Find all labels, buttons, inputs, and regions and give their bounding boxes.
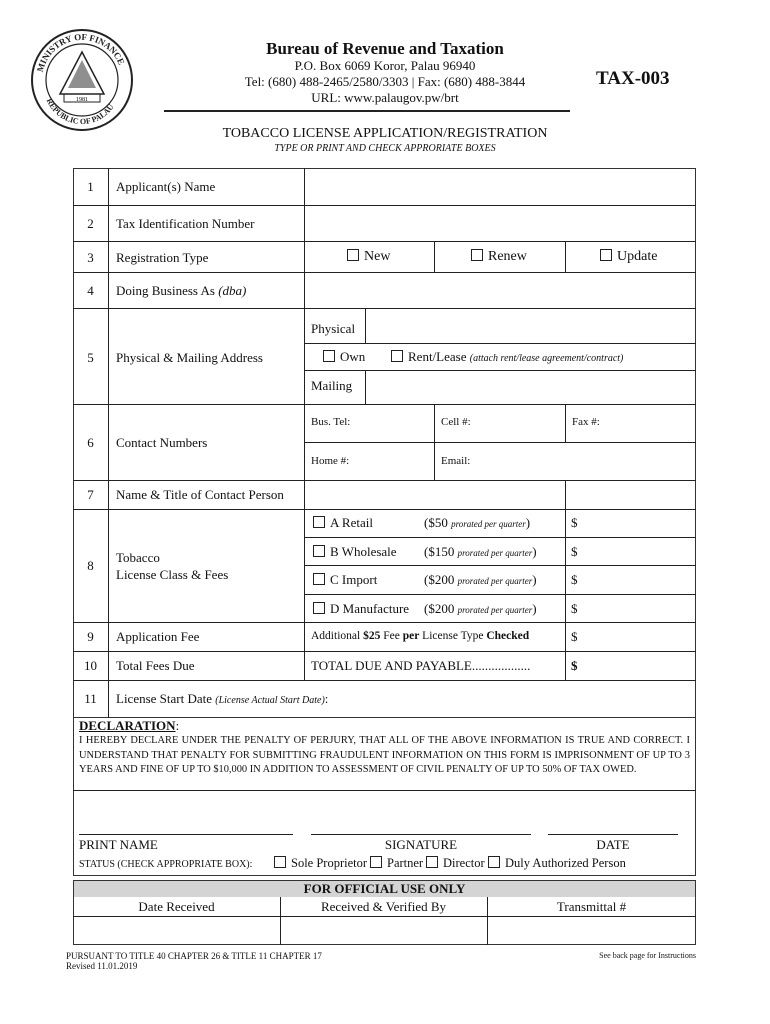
declaration-heading: DECLARATION: bbox=[79, 718, 180, 733]
col-divider bbox=[434, 404, 435, 480]
application-fee-label: Application Fee bbox=[116, 629, 200, 644]
row-line bbox=[73, 509, 696, 510]
col-divider bbox=[365, 370, 366, 404]
row-number: 9 bbox=[87, 629, 94, 644]
contact-person-field[interactable] bbox=[306, 482, 564, 508]
received-verified-label: Received & Verified By bbox=[320, 899, 447, 914]
row-line bbox=[73, 272, 696, 273]
row-line bbox=[73, 622, 696, 623]
option-own[interactable]: Own bbox=[323, 349, 365, 365]
row-line bbox=[304, 537, 696, 538]
row-line bbox=[73, 404, 696, 405]
class-import[interactable]: C Import bbox=[313, 572, 377, 588]
row-line bbox=[304, 343, 696, 344]
signature-line bbox=[311, 834, 531, 835]
fee-import: ($200 prorated per quarter) bbox=[424, 572, 537, 587]
amount-retail[interactable]: $ bbox=[571, 515, 578, 530]
row-number: 7 bbox=[87, 487, 94, 502]
fee-wholesale: ($150 prorated per quarter) bbox=[424, 544, 537, 559]
applicant-name-label: Applicant(s) Name bbox=[116, 179, 216, 194]
license-start-label: License Start Date (License Actual Start Date): bbox=[116, 691, 329, 706]
row-line bbox=[73, 916, 696, 917]
row-line bbox=[73, 480, 696, 481]
amount-manufacture[interactable]: $ bbox=[571, 601, 578, 616]
fax-label: Fax #: bbox=[572, 416, 600, 428]
signature-field[interactable] bbox=[311, 810, 531, 832]
status-partner[interactable]: Partner bbox=[370, 856, 423, 871]
form-subtitle: TYPE OR PRINT AND CHECK APPRORIATE BOXES bbox=[274, 143, 496, 154]
checkbox[interactable] bbox=[313, 545, 325, 557]
tin-label: Tax Identification Number bbox=[116, 216, 255, 231]
col-divider bbox=[565, 480, 566, 509]
row-number: 10 bbox=[84, 658, 97, 673]
tin-field[interactable] bbox=[306, 207, 694, 240]
col-divider bbox=[565, 509, 566, 680]
date-received-label: Date Received bbox=[138, 899, 215, 914]
row-number: 3 bbox=[87, 250, 94, 265]
amount-application-fee[interactable]: $ bbox=[571, 629, 578, 644]
row-number: 1 bbox=[87, 179, 94, 194]
class-retail[interactable]: A Retail bbox=[313, 515, 373, 531]
bureau-title: Bureau of Revenue and Taxation bbox=[266, 39, 504, 58]
amount-import[interactable]: $ bbox=[571, 572, 578, 587]
form-code: TAX-003 bbox=[596, 68, 670, 89]
signature-label: SIGNATURE bbox=[384, 837, 458, 852]
contact-person-label: Name & Title of Contact Person bbox=[116, 487, 284, 502]
checkbox[interactable] bbox=[391, 350, 403, 362]
option-renew[interactable]: Renew bbox=[471, 249, 527, 265]
col-divider-answer bbox=[304, 168, 305, 680]
row-number: 8 bbox=[87, 558, 94, 573]
checkbox[interactable] bbox=[370, 856, 382, 868]
footer-instructions: See back page for Instructions bbox=[599, 951, 696, 960]
bureau-url[interactable]: URL: www.palaugov.pw/brt bbox=[311, 90, 459, 105]
header-rule bbox=[164, 110, 570, 112]
option-rent[interactable]: Rent/Lease (attach rent/lease agreement/contract) bbox=[391, 349, 623, 365]
checkbox[interactable] bbox=[488, 856, 500, 868]
ministry-seal bbox=[30, 28, 134, 132]
checkbox[interactable] bbox=[600, 249, 612, 261]
row-line bbox=[73, 241, 696, 242]
license-class-label-1: Tobacco bbox=[116, 550, 160, 565]
print-name-label: PRINT NAME bbox=[79, 837, 158, 852]
row-line bbox=[304, 370, 696, 371]
registration-type-label: Registration Type bbox=[116, 250, 209, 265]
status-authorized-person[interactable]: Duly Authorized Person bbox=[488, 856, 626, 871]
col-divider bbox=[565, 241, 566, 272]
bureau-phones: Tel: (680) 488-2465/2580/3303 | Fax: (680) 488-3844 bbox=[244, 74, 526, 89]
row-number: 5 bbox=[87, 350, 94, 365]
svg-text:REPUBLIC OF PALAU: REPUBLIC OF PALAU bbox=[44, 96, 116, 127]
row-line bbox=[73, 680, 696, 681]
checkbox[interactable] bbox=[347, 249, 359, 261]
svg-text:1981: 1981 bbox=[76, 97, 88, 103]
print-name-line bbox=[79, 834, 293, 835]
home-label: Home #: bbox=[311, 455, 350, 467]
checkbox[interactable] bbox=[471, 249, 483, 261]
svg-text:MINISTRY OF FINANCE: MINISTRY OF FINANCE bbox=[34, 31, 127, 74]
date-label: DATE bbox=[596, 837, 630, 852]
row-line bbox=[73, 205, 696, 206]
license-class-label-2: License Class & Fees bbox=[116, 567, 229, 582]
contact-numbers-label: Contact Numbers bbox=[116, 435, 208, 450]
footer-pursuant: PURSUANT TO TITLE 40 CHAPTER 26 & TITLE 11 CHAPTER 17 bbox=[66, 951, 322, 961]
col-divider bbox=[365, 308, 366, 343]
row-number: 6 bbox=[87, 435, 94, 450]
fee-manufacture: ($200 prorated per quarter) bbox=[424, 601, 537, 616]
date-field[interactable] bbox=[548, 810, 678, 832]
total-due-text: TOTAL DUE AND PAYABLE.................. bbox=[311, 658, 531, 673]
official-use-heading: FOR OFFICIAL USE ONLY bbox=[74, 881, 695, 897]
footer-revised: Revised 11.01.2019 bbox=[66, 961, 138, 971]
fee-retail: ($50 prorated per quarter) bbox=[424, 515, 531, 530]
checkbox[interactable] bbox=[274, 856, 286, 868]
status-director[interactable]: Director bbox=[426, 856, 485, 871]
col-divider bbox=[565, 404, 566, 442]
checkbox[interactable] bbox=[313, 516, 325, 528]
row-line bbox=[304, 594, 696, 595]
row-line bbox=[304, 565, 696, 566]
bus-tel-label: Bus. Tel: bbox=[311, 416, 351, 428]
physical-address-field[interactable] bbox=[367, 310, 694, 342]
option-update[interactable]: Update bbox=[600, 249, 657, 265]
status-sole-proprietor[interactable]: Sole Proprietor bbox=[274, 856, 367, 871]
address-label: Physical & Mailing Address bbox=[116, 350, 263, 365]
col-divider-num bbox=[108, 168, 109, 718]
row-line bbox=[73, 651, 696, 652]
total-fees-label: Total Fees Due bbox=[116, 658, 195, 673]
row-line bbox=[73, 308, 696, 309]
amount-wholesale[interactable]: $ bbox=[571, 544, 578, 559]
license-start-field[interactable] bbox=[360, 683, 694, 716]
mailing-label: Mailing bbox=[311, 378, 353, 393]
dba-field[interactable] bbox=[306, 274, 694, 307]
bureau-address: P.O. Box 6069 Koror, Palau 96940 bbox=[294, 58, 476, 73]
checkbox[interactable] bbox=[313, 573, 325, 585]
physical-label: Physical bbox=[311, 321, 356, 336]
transmittal-label: Transmittal # bbox=[556, 899, 627, 914]
cell-label: Cell #: bbox=[441, 416, 471, 428]
form-title: TOBACCO LICENSE APPLICATION/REGISTRATION bbox=[222, 126, 548, 141]
application-fee-text: Additional $25 Fee per License Type Checked bbox=[311, 630, 530, 642]
applicant-name-field[interactable] bbox=[306, 170, 694, 204]
checkbox[interactable] bbox=[313, 602, 325, 614]
row-line bbox=[304, 442, 696, 443]
row-number: 4 bbox=[87, 283, 94, 298]
option-new[interactable]: New bbox=[347, 249, 390, 265]
status-label: STATUS (CHECK APPROPRIATE BOX): bbox=[79, 859, 253, 870]
dba-label: Doing Business As (dba) bbox=[116, 283, 247, 298]
declaration-text: I HEREBY DECLARE UNDER THE PENALTY OF PERJURY, THAT ALL OF THE ABOVE INFORMATION IS TRUE AND CORRECT. I UNDERSTAND THAT PENALTY FOR SUBMITTING FRAUDULENT INFORMATION ON THIS FORM IS IMPRISONMENT OF UP TO 3 YEARS AND FINE OF UP TO $10,000 IN ADDITION TO ASSESSMENT OF CIVIL PENALTY OF UP TO 50% OF TAX OWED. bbox=[79, 735, 690, 775]
col-divider bbox=[434, 241, 435, 272]
amount-total[interactable]: $ bbox=[571, 658, 578, 673]
row-number: 2 bbox=[87, 216, 94, 231]
row-line bbox=[73, 790, 696, 791]
class-wholesale[interactable]: B Wholesale bbox=[313, 544, 397, 560]
email-label: Email: bbox=[441, 455, 471, 467]
mailing-address-field[interactable] bbox=[367, 372, 694, 403]
date-line bbox=[548, 834, 678, 835]
print-name-field[interactable] bbox=[79, 810, 293, 832]
checkbox[interactable] bbox=[323, 350, 335, 362]
checkbox[interactable] bbox=[426, 856, 438, 868]
seal-icon bbox=[30, 28, 134, 132]
class-manufacture[interactable]: D Manufacture bbox=[313, 601, 409, 617]
row-number: 11 bbox=[84, 691, 97, 706]
